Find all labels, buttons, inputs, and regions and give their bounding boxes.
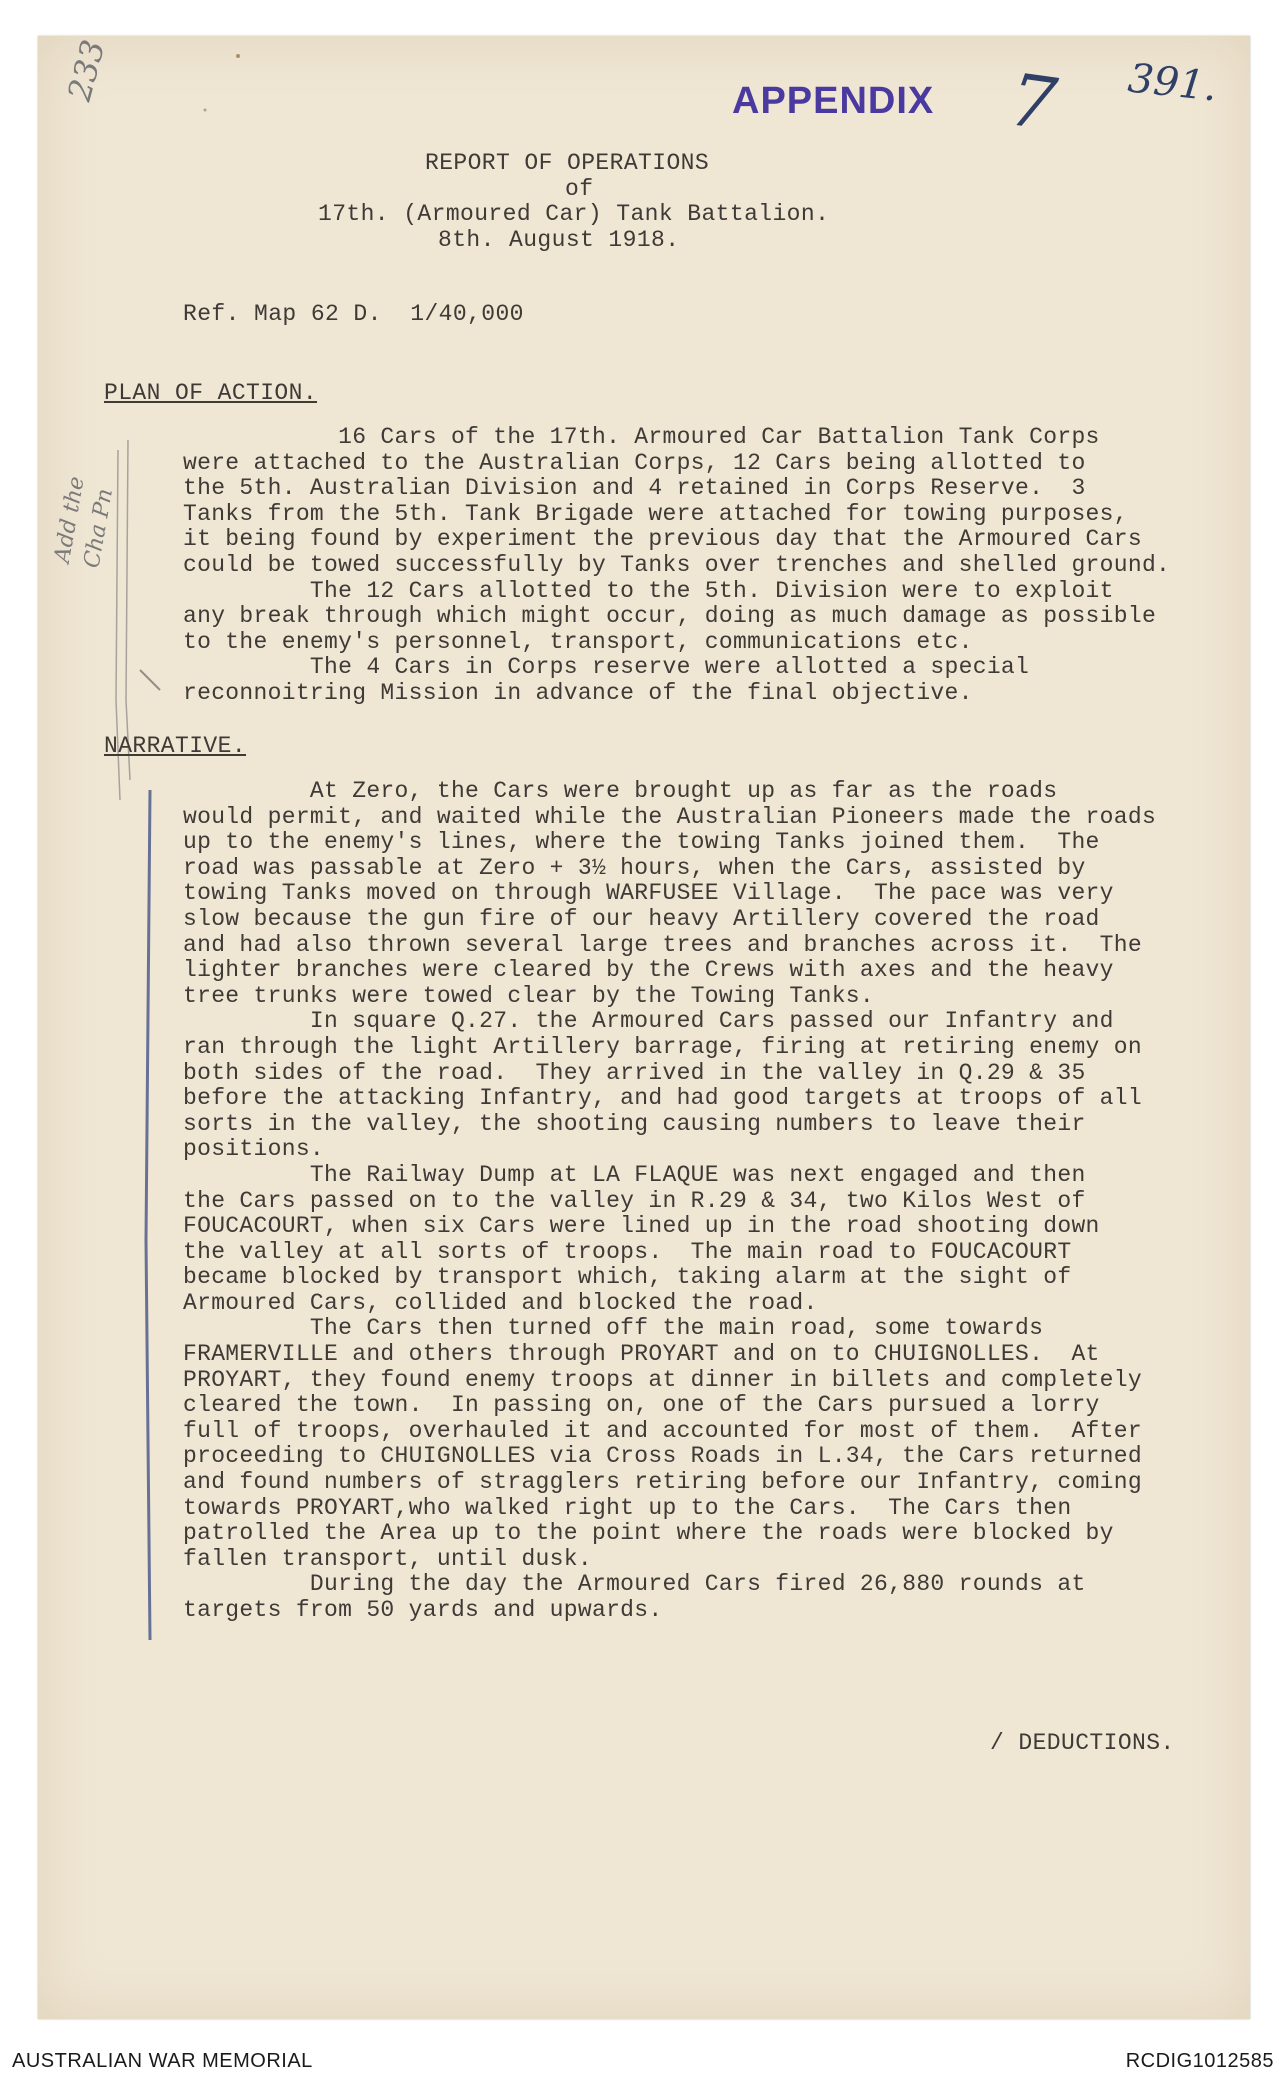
text-line: positions. bbox=[183, 1136, 325, 1163]
margin-note-pencil: Add the Cha Pn bbox=[49, 474, 119, 570]
text-line: In square Q.27. the Armoured Cars passed our Infantry and bbox=[183, 1008, 1114, 1035]
plan-paragraph bbox=[183, 425, 1243, 707]
text-line: any break through which might occur, doing as much damage as possible bbox=[183, 603, 1157, 630]
text-line: the 5th. Australian Division and 4 retained in Corps Reserve. 3 bbox=[183, 475, 1086, 502]
text-line: ran through the light Artillery barrage, firing at retiring enemy on bbox=[183, 1033, 1142, 1060]
footer-institution: AUSTRALIAN WAR MEMORIAL bbox=[12, 2050, 313, 2072]
report-title-line4: 8th. August 1918. bbox=[438, 227, 680, 253]
text-line: tree trunks were towed clear by the Towing Tanks. bbox=[183, 982, 875, 1009]
text-line: the valley at all sorts of troops. The main road to FOUCACOURT bbox=[183, 1238, 1072, 1265]
text-line: At Zero, the Cars were brought up as far as the roads bbox=[183, 778, 1058, 804]
text-line: towards PROYART,who walked right up to the Cars. The Cars then bbox=[183, 1494, 1072, 1521]
text-line: towing Tanks moved on through WARFUSEE Village. The pace was very bbox=[183, 880, 1114, 907]
text-line: slow because the gun fire of our heavy Artillery covered the road bbox=[183, 905, 1100, 932]
continuation-catchword: / DEDUCTIONS. bbox=[990, 1730, 1175, 1756]
report-title-line2: of bbox=[565, 176, 594, 202]
text-line: fallen transport, until dusk. bbox=[183, 1545, 592, 1572]
plan-heading: PLAN OF ACTION. bbox=[104, 380, 318, 406]
narrative-paragraph bbox=[183, 779, 1243, 1624]
text-line: full of troops, overhauled it and accounted for most of them. After bbox=[183, 1417, 1142, 1444]
map-reference: Ref. Map 62 D. 1/40,000 bbox=[183, 301, 524, 327]
text-line: and had also thrown several large trees and branches across it. The bbox=[183, 931, 1142, 958]
text-line: up to the enemy's lines, where the towing Tanks joined them. The bbox=[183, 829, 1100, 856]
pencil-tick bbox=[140, 670, 160, 690]
text-line: and found numbers of stragglers retiring before our Infantry, coming bbox=[183, 1469, 1142, 1496]
text-line: reconnoitring Mission in advance of the final objective. bbox=[183, 679, 973, 706]
text-line: road was passable at Zero + 3½ hours, when the Cars, assisted by bbox=[183, 854, 1086, 881]
text-line: became blocked by transport which, taking alarm at the sight of bbox=[183, 1264, 1072, 1291]
text-line: patrolled the Area up to the point where the roads were blocked by bbox=[183, 1520, 1114, 1547]
report-title-line3: 17th. (Armoured Car) Tank Battalion. bbox=[318, 201, 830, 227]
text-line: sorts in the valley, the shooting causing numbers to leave their bbox=[183, 1110, 1086, 1137]
text-line: targets from 50 yards and upwards. bbox=[183, 1597, 663, 1623]
folio-number-handwritten: 391. bbox=[1125, 55, 1220, 111]
text-line: The Cars then turned off the main road, some towards bbox=[183, 1315, 1044, 1342]
text-line: During the day the Armoured Cars fired 26,880 rounds at bbox=[183, 1571, 1086, 1598]
report-title-line1: REPORT OF OPERATIONS bbox=[425, 150, 710, 176]
footer-record-id: RCDIG1012585 bbox=[1125, 2050, 1274, 2072]
text-line: PROYART, they found enemy troops at dinner in billets and completely bbox=[183, 1366, 1142, 1393]
narrative-heading: NARRATIVE. bbox=[104, 733, 247, 759]
text-line: could be towed successfully by Tanks over trenches and shelled ground. bbox=[183, 551, 1171, 578]
text-line: both sides of the road. They arrived in the valley in Q.29 & 35 bbox=[183, 1059, 1086, 1086]
text-line: before the attacking Infantry, and had good targets at troops of all bbox=[183, 1085, 1142, 1112]
text-line: proceeding to CHUIGNOLLES via Cross Roads in L.34, the Cars returned bbox=[183, 1443, 1142, 1470]
text-line: The 12 Cars allotted to the 5th. Division were to exploit bbox=[183, 577, 1114, 604]
pencil-bracket-line bbox=[126, 440, 130, 780]
text-line: cleared the town. In passing on, one of the Cars pursued a lorry bbox=[183, 1392, 1100, 1419]
text-line: FOUCACOURT, when six Cars were lined up in the road shooting down bbox=[183, 1213, 1100, 1240]
margin-vertical-line bbox=[146, 790, 150, 1640]
text-line: FRAMERVILLE and others through PROYART and on to CHUIGNOLLES. At bbox=[183, 1341, 1100, 1368]
corner-number-pencil: 233 bbox=[60, 36, 113, 105]
text-line: it being found by experiment the previous day that the Armoured Cars bbox=[183, 526, 1142, 553]
text-line: Tanks from the 5th. Tank Brigade were attached for towing purposes, bbox=[183, 500, 1128, 527]
text-line: 16 Cars of the 17th. Armoured Car Battalion Tank Corps bbox=[183, 424, 1100, 450]
text-line: to the enemy's personnel, transport, communications etc. bbox=[183, 628, 973, 655]
text-line: were attached to the Australian Corps, 12 Cars being allotted to bbox=[183, 449, 1086, 476]
text-line: lighter branches were cleared by the Crews with axes and the heavy bbox=[183, 957, 1114, 984]
text-line: Armoured Cars, collided and blocked the road. bbox=[183, 1289, 818, 1316]
text-line: The Railway Dump at LA FLAQUE was next engaged and then bbox=[183, 1161, 1086, 1188]
text-line: The 4 Cars in Corps reserve were allotted a special bbox=[183, 654, 1030, 681]
appendix-number-handwritten: 7 bbox=[1004, 57, 1062, 147]
text-line: the Cars passed on to the valley in R.29 & 34, two Kilos West of bbox=[183, 1187, 1086, 1214]
text-line: would permit, and waited while the Australian Pioneers made the roads bbox=[183, 803, 1157, 830]
appendix-stamp: APPENDIX bbox=[732, 80, 935, 122]
